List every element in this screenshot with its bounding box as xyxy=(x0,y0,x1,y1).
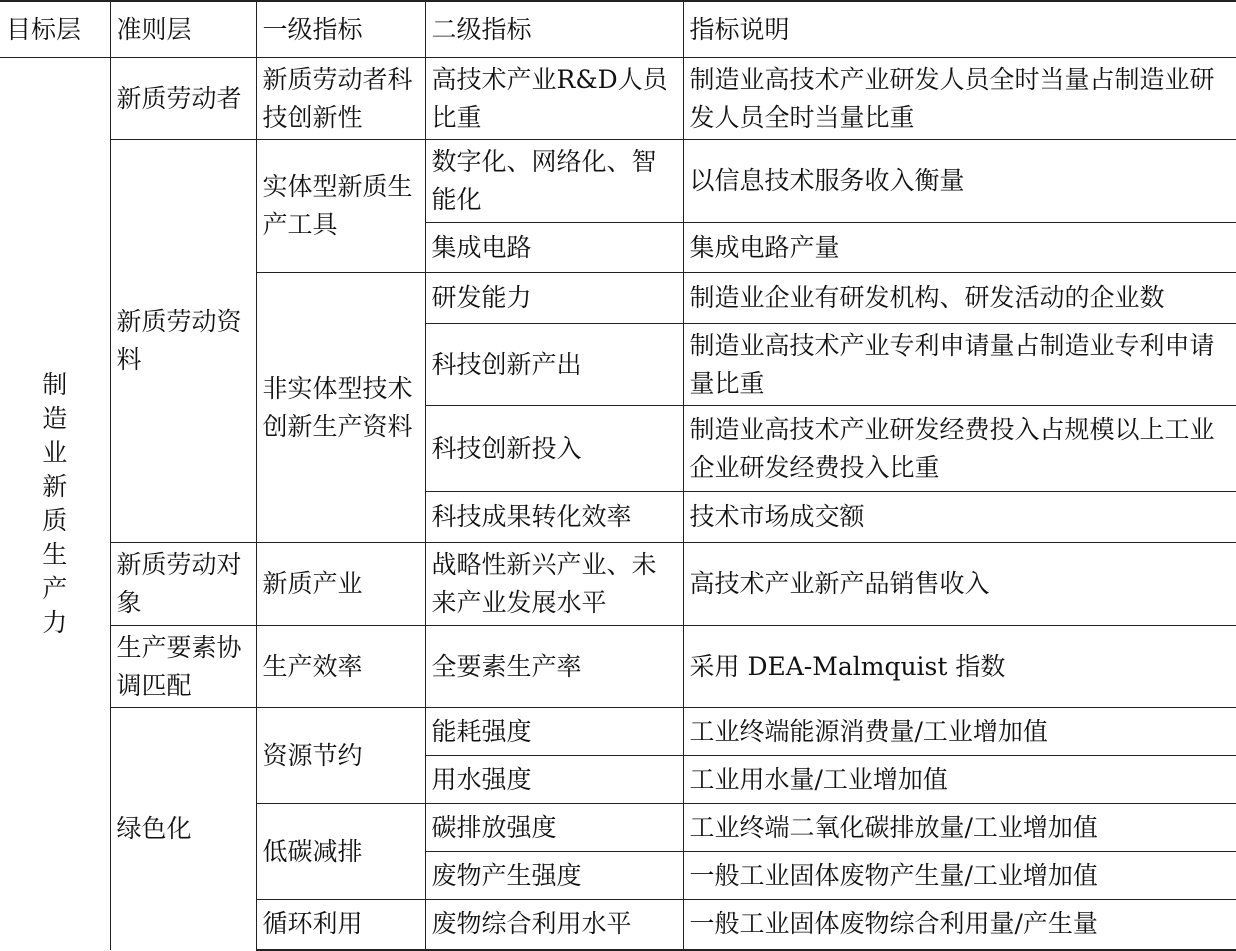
description-cell: 制造业高技术产业研发经费投入占规模以上工业企业研发经费投入比重 xyxy=(683,406,1236,492)
level2-cell: 战略性新兴产业、未来产业发展水平 xyxy=(425,543,683,626)
description-cell: 采用 DEA-Malmquist 指数 xyxy=(683,626,1236,708)
description-cell: 制造业企业有研发机构、研发活动的企业数 xyxy=(683,273,1236,324)
level1-nonphysical: 非实体型技术创新生产资料 xyxy=(256,273,425,543)
criteria-labor: 新质劳动者 xyxy=(110,58,256,140)
header-level2: 二级指标 xyxy=(425,1,683,58)
header-row xyxy=(0,1,1236,58)
description-cell: 集成电路产量 xyxy=(683,223,1236,273)
level1-physical-tools: 实体型新质生产工具 xyxy=(256,140,425,273)
description-cell: 一般工业固体废物综合利用量/产生量 xyxy=(683,900,1236,950)
level2-cell: 全要素生产率 xyxy=(425,626,683,708)
description-cell: 一般工业固体废物产生量/工业增加值 xyxy=(683,852,1236,900)
header-goal: 目标层 xyxy=(0,1,110,58)
level2-cell: 研发能力 xyxy=(425,273,683,324)
criteria-material: 新质劳动资料 xyxy=(110,140,256,543)
description-cell: 以信息技术服务收入衡量 xyxy=(683,140,1236,223)
table-row xyxy=(0,140,1236,223)
description-cell: 工业终端二氧化碳排放量/工业增加值 xyxy=(683,804,1236,852)
level2-cell: 集成电路 xyxy=(425,223,683,273)
level1-recycle: 循环利用 xyxy=(256,900,425,950)
description-cell: 制造业高技术产业研发人员全时当量占制造业研发人员全时当量比重 xyxy=(683,58,1236,140)
level2-cell: 用水强度 xyxy=(425,756,683,804)
level2-cell: 科技成果转化效率 xyxy=(425,492,683,543)
header-level1: 一级指标 xyxy=(256,1,425,58)
table-row xyxy=(0,543,1236,626)
criteria-coordination: 生产要素协调匹配 xyxy=(110,626,256,708)
goal-label: 制造业新质生产力 xyxy=(42,369,68,637)
header-description: 指标说明 xyxy=(683,1,1236,58)
header-criteria: 准则层 xyxy=(110,1,256,58)
table-row xyxy=(0,708,1236,756)
level2-cell: 科技创新产出 xyxy=(425,324,683,406)
level2-cell: 高技术产业R&D人员比重 xyxy=(425,58,683,140)
level1-new-industry: 新质产业 xyxy=(256,543,425,626)
level2-cell: 科技创新投入 xyxy=(425,406,683,492)
description-cell: 制造业高技术产业专利申请量占制造业专利申请量比重 xyxy=(683,324,1236,406)
table-row xyxy=(0,626,1236,708)
level2-cell: 数字化、网络化、智能化 xyxy=(425,140,683,223)
description-cell: 高技术产业新产品销售收入 xyxy=(683,543,1236,626)
level1-resource: 资源节约 xyxy=(256,708,425,804)
goal-cell xyxy=(0,58,110,950)
description-cell: 工业终端能源消费量/工业增加值 xyxy=(683,708,1236,756)
table-row xyxy=(0,58,1236,140)
level1-labor-innovation: 新质劳动者科技创新性 xyxy=(256,58,425,140)
level2-cell: 能耗强度 xyxy=(425,708,683,756)
level1-carbon: 低碳减排 xyxy=(256,804,425,900)
level2-cell: 废物综合利用水平 xyxy=(425,900,683,950)
level2-cell: 废物产生强度 xyxy=(425,852,683,900)
criteria-green: 绿色化 xyxy=(110,708,256,950)
level2-cell: 碳排放强度 xyxy=(425,804,683,852)
criteria-object: 新质劳动对象 xyxy=(110,543,256,626)
description-cell: 技术市场成交额 xyxy=(683,492,1236,543)
level1-efficiency: 生产效率 xyxy=(256,626,425,708)
description-cell: 工业用水量/工业增加值 xyxy=(683,756,1236,804)
